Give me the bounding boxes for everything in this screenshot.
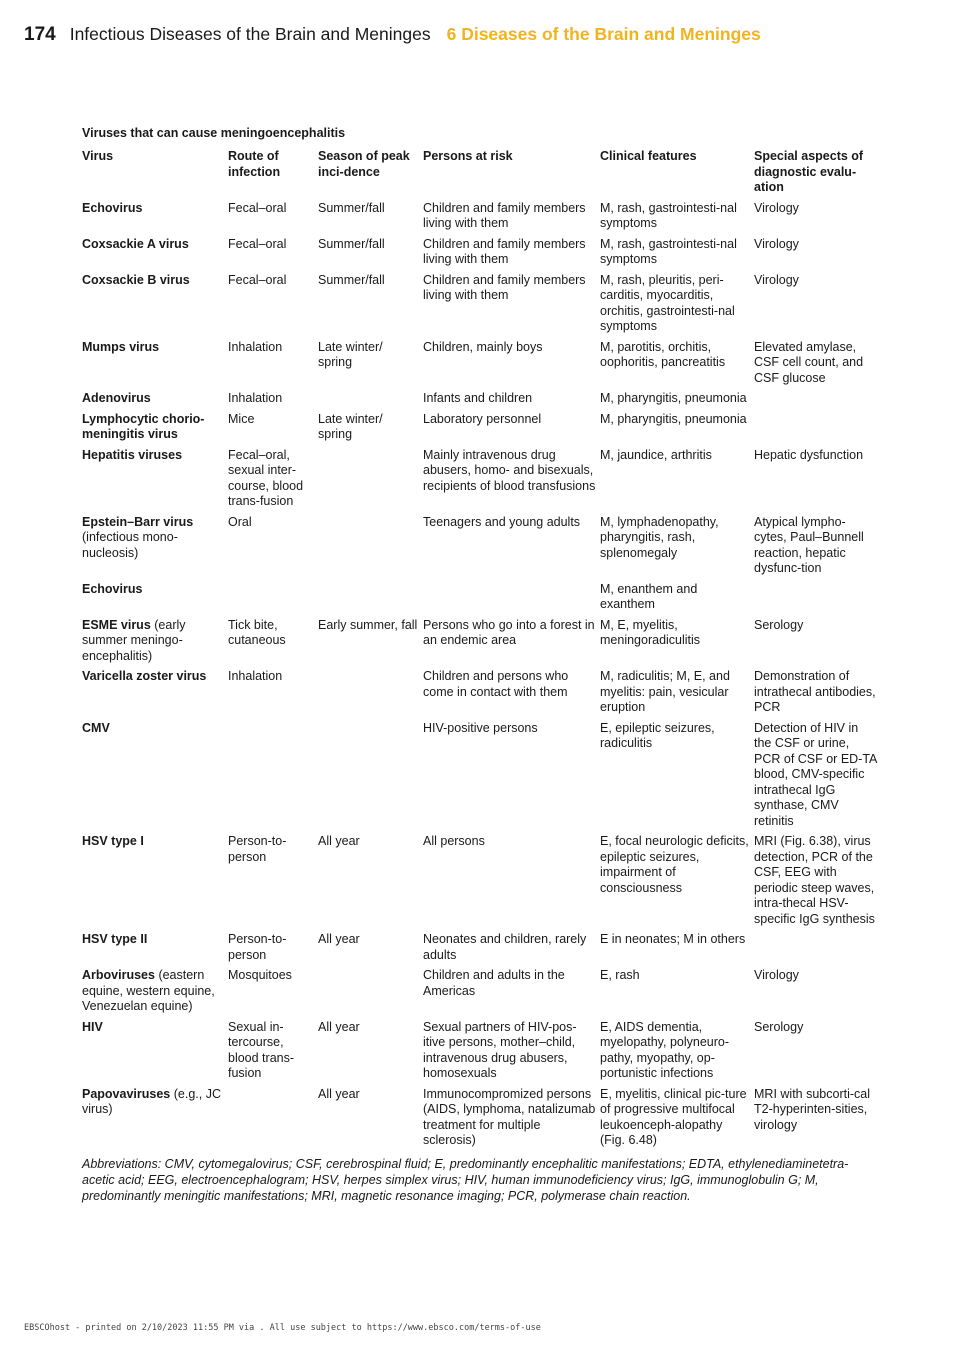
virus-table-section <box>82 126 882 1204</box>
table-row <box>82 834 882 932</box>
route-cell <box>228 582 318 618</box>
table-row <box>82 412 882 448</box>
table-body <box>82 201 882 1154</box>
special-cell: Atypical lympho-cytes, Paul–Bunnell reaction, hepatic dysfunc-tion <box>754 514 864 575</box>
virus-cell <box>82 669 228 721</box>
virus-cell <box>82 412 228 448</box>
season-cell <box>318 669 423 721</box>
season-cell <box>318 721 423 835</box>
season-cell <box>318 391 423 412</box>
season-cell: All year <box>318 1086 360 1101</box>
season-cell: All year <box>318 1019 360 1034</box>
clinical-cell: M, jaundice, arthritis <box>600 447 712 462</box>
risk-cell: Laboratory personnel <box>423 411 542 426</box>
virus-name: CMV <box>82 720 110 735</box>
route-cell: Inhalation <box>228 391 283 405</box>
clinical-cell: M, enanthem and exanthem <box>600 581 698 611</box>
risk-cell: Infants and children <box>423 391 533 405</box>
season-cell: Early summer, fall <box>318 617 418 632</box>
special-cell: Virology <box>754 272 799 287</box>
risk-cell: Children, mainly boys <box>423 339 543 354</box>
virus-cell <box>82 1087 228 1154</box>
risk-cell: Sexual partners of HIV-pos-itive persons, mother–child, intravenous drug abusers, homosexuals <box>423 1019 577 1080</box>
clinical-cell: M, pharyngitis, pneumonia <box>600 411 747 426</box>
season-cell <box>318 582 423 618</box>
table-row <box>82 448 882 515</box>
special-cell <box>754 412 882 448</box>
special-cell: MRI with subcorti-cal T2-hyperinten-sities, virology <box>754 1086 870 1132</box>
season-cell <box>318 448 423 515</box>
risk-cell: HIV-positive persons <box>423 720 538 735</box>
virus-name: ESME virus <box>82 617 151 632</box>
virus-cell <box>82 932 228 968</box>
route-cell: Fecal–oral <box>228 272 287 287</box>
risk-cell: Immunocompromized persons (AIDS, lymphoma, natalizumab treatment for multiple sclerosis) <box>423 1086 596 1147</box>
risk-cell: Children and family members living with them <box>423 236 586 266</box>
virus-name: HSV type I <box>82 834 144 848</box>
table-row <box>82 201 882 237</box>
special-cell: Virology <box>754 236 799 251</box>
virus-cell <box>82 273 228 340</box>
risk-cell: Neonates and children, rarely adults <box>423 932 587 962</box>
route-cell: Person-to-person <box>228 932 287 962</box>
route-cell: Fecal–oral, sexual inter-course, blood trans-fusion <box>228 447 304 508</box>
virus-name: Papovaviruses <box>82 1086 171 1101</box>
virus-note: (infectious mono-nucleosis) <box>82 530 178 560</box>
risk-cell: Children and family members living with them <box>423 272 586 302</box>
season-cell: Summer/fall <box>318 272 385 287</box>
table-row <box>82 515 882 582</box>
season-cell: Summer/fall <box>318 200 385 215</box>
virus-cell <box>82 448 228 515</box>
route-cell <box>228 1087 318 1154</box>
virus-name: Lymphocytic chorio-meningitis virus <box>82 411 205 441</box>
risk-cell <box>423 582 600 618</box>
virus-name: Coxsackie B virus <box>82 272 190 287</box>
virus-cell <box>82 582 228 618</box>
book-title: Infectious Diseases of the Brain and Meninges <box>69 24 431 44</box>
virus-cell <box>82 391 228 412</box>
virus-name: Hepatitis viruses <box>82 447 183 462</box>
virus-name: Varicella zoster virus <box>82 669 207 683</box>
clinical-cell: M, radiculitis; M, E, and myelitis: pain, vesicular eruption <box>600 669 730 714</box>
running-head <box>24 24 761 50</box>
clinical-cell: M, pharyngitis, pneumonia <box>600 391 747 405</box>
route-cell: Sexual in-tercourse, blood trans-fusion <box>228 1019 295 1080</box>
virus-note: (early summer meningo-encephalitis) <box>82 617 186 663</box>
table-row <box>82 618 882 670</box>
clinical-cell: E, myelitis, clinical pic-ture of progressive multifocal leukoenceph-alopathy (Fig. 6.48) <box>600 1086 747 1147</box>
table-row <box>82 932 882 968</box>
page-number: 174 <box>24 24 56 45</box>
table-row <box>82 391 882 412</box>
column-header-special: Special aspects of diagnostic evalu-ation <box>754 149 864 194</box>
virus-name: Echovirus <box>82 581 143 596</box>
route-cell: Fecal–oral <box>228 236 287 251</box>
risk-cell: Teenagers and young adults <box>423 514 581 529</box>
print-notice: EBSCOhost - printed on 2/10/2023 11:55 PM via . All use subject to https://www.ebsco.com/terms-of-use <box>24 1323 541 1333</box>
route-cell: Oral <box>228 514 252 529</box>
season-cell: All year <box>318 932 360 946</box>
special-cell: Demonstration of intrathecal antibodies, PCR <box>754 669 876 714</box>
virus-cell <box>82 618 228 670</box>
table-row <box>82 340 882 392</box>
virus-cell <box>82 1020 228 1087</box>
risk-cell: Children and family members living with them <box>423 200 586 230</box>
clinical-cell: E, epileptic seizures, radiculitis <box>600 720 715 750</box>
clinical-cell: M, parotitis, orchitis, oophoritis, pancreatitis <box>600 339 726 369</box>
special-cell: Detection of HIV in the CSF or urine, PCR of CSF or ED-TA blood, CMV-specific intrathecal IgG synthase, CMV retinitis <box>754 720 877 828</box>
table-row <box>82 968 882 1020</box>
risk-cell: Children and persons who come in contact with them <box>423 669 569 699</box>
virus-cell <box>82 834 228 932</box>
virus-cell <box>82 515 228 582</box>
table-header-row <box>82 149 882 201</box>
clinical-cell: E in neonates; M in others <box>600 932 746 946</box>
special-cell: MRI (Fig. 6.38), virus detection, PCR of the CSF, EEG with periodic steep waves, intra-thecal HSV-specific IgG synthesis <box>754 834 875 926</box>
chapter-title: 6 Diseases of the Brain and Meninges <box>446 24 761 44</box>
special-cell: Hepatic dysfunction <box>754 447 864 462</box>
special-cell: Virology <box>754 968 799 982</box>
clinical-cell: E, rash <box>600 968 640 982</box>
season-cell: Late winter/ spring <box>318 411 383 441</box>
special-cell: Virology <box>754 200 799 215</box>
virus-cell <box>82 340 228 392</box>
clinical-cell: E, AIDS dementia, myelopathy, polyneuro-pathy, myopathy, op-portunistic infections <box>600 1019 730 1080</box>
route-cell: Tick bite, cutaneous <box>228 617 286 647</box>
table-row <box>82 237 882 273</box>
virus-name: Arboviruses <box>82 968 155 982</box>
virus-note: (eastern equine, western equine, Venezuelan equine) <box>82 968 215 1013</box>
season-cell: Late winter/ spring <box>318 339 383 369</box>
risk-cell: Mainly intravenous drug abusers, homo- and bisexuals, recipients of blood transfusions <box>423 447 596 493</box>
column-header-season: Season of peak inci-dence <box>318 149 410 179</box>
route-cell: Fecal–oral <box>228 200 287 215</box>
clinical-cell: M, rash, pleuritis, peri-carditis, myocarditis, orchitis, gastrointesti-nal symptoms <box>600 272 735 333</box>
season-cell: Summer/fall <box>318 236 385 251</box>
column-header-risk: Persons at risk <box>423 149 513 163</box>
clinical-cell: M, E, myelitis, meningoradiculitis <box>600 617 701 647</box>
virus-name: Mumps virus <box>82 339 160 354</box>
clinical-cell: E, focal neurologic deficits, epileptic seizures, impairment of consciousness <box>600 834 749 895</box>
virus-name: HIV <box>82 1019 103 1034</box>
table-caption: Viruses that can cause meningoencephalitis <box>82 126 346 140</box>
table-row <box>82 721 882 835</box>
virus-cell <box>82 721 228 835</box>
clinical-cell: M, rash, gastrointesti-nal symptoms <box>600 200 737 230</box>
clinical-cell: M, rash, gastrointesti-nal symptoms <box>600 236 737 266</box>
virus-name: Adenovirus <box>82 391 151 405</box>
risk-cell: Persons who go into a forest in an endemic area <box>423 617 595 647</box>
column-header-virus: Virus <box>82 149 114 163</box>
special-cell <box>754 391 882 412</box>
route-cell: Person-to-person <box>228 834 287 864</box>
special-cell: Elevated amylase, CSF cell count, and CSF glucose <box>754 339 864 385</box>
table-row <box>82 1087 882 1154</box>
virus-cell <box>82 968 228 1020</box>
virus-note: (e.g., JC virus) <box>82 1086 221 1116</box>
table-row <box>82 273 882 340</box>
risk-cell: Children and adults in the Americas <box>423 968 565 998</box>
special-cell: Serology <box>754 1019 804 1034</box>
virus-name: Echovirus <box>82 200 143 215</box>
season-cell <box>318 515 423 582</box>
virus-table <box>82 149 882 1154</box>
season-cell <box>318 968 423 1020</box>
route-cell: Mosquitoes <box>228 968 292 982</box>
table-row <box>82 1020 882 1087</box>
virus-name: Coxsackie A virus <box>82 236 189 251</box>
route-cell: Mice <box>228 411 255 426</box>
special-cell <box>754 582 882 618</box>
virus-name: HSV type II <box>82 932 148 946</box>
clinical-cell: M, lymphadenopathy, pharyngitis, rash, splenomegaly <box>600 514 719 560</box>
route-cell <box>228 721 318 835</box>
season-cell: All year <box>318 834 360 848</box>
risk-cell: All persons <box>423 834 485 848</box>
table-footnote: Abbreviations: CMV, cytomegalovirus; CSF, cerebrospinal fluid; E, predominantly encephalitic manifestations; EDTA, ethylenediaminetetra-acetic acid; EEG, electroencephalogram; HSV, herpes simplex virus; HIV, human immunodeficiency virus; IgG, immunoglobulin G; M, predominantly meningitic manifestations; MRI, magnetic resonance imaging; PCR, polymerase chain reaction. <box>82 1156 849 1203</box>
virus-name: Epstein–Barr virus <box>82 514 194 529</box>
special-cell: Serology <box>754 617 804 632</box>
special-cell <box>754 932 882 968</box>
virus-cell <box>82 201 228 237</box>
virus-cell <box>82 237 228 273</box>
column-header-route: Route of infection <box>228 149 281 179</box>
column-header-clinical: Clinical features <box>600 149 697 163</box>
table-row <box>82 669 882 721</box>
route-cell: Inhalation <box>228 339 283 354</box>
table-row <box>82 582 882 618</box>
route-cell: Inhalation <box>228 669 283 683</box>
